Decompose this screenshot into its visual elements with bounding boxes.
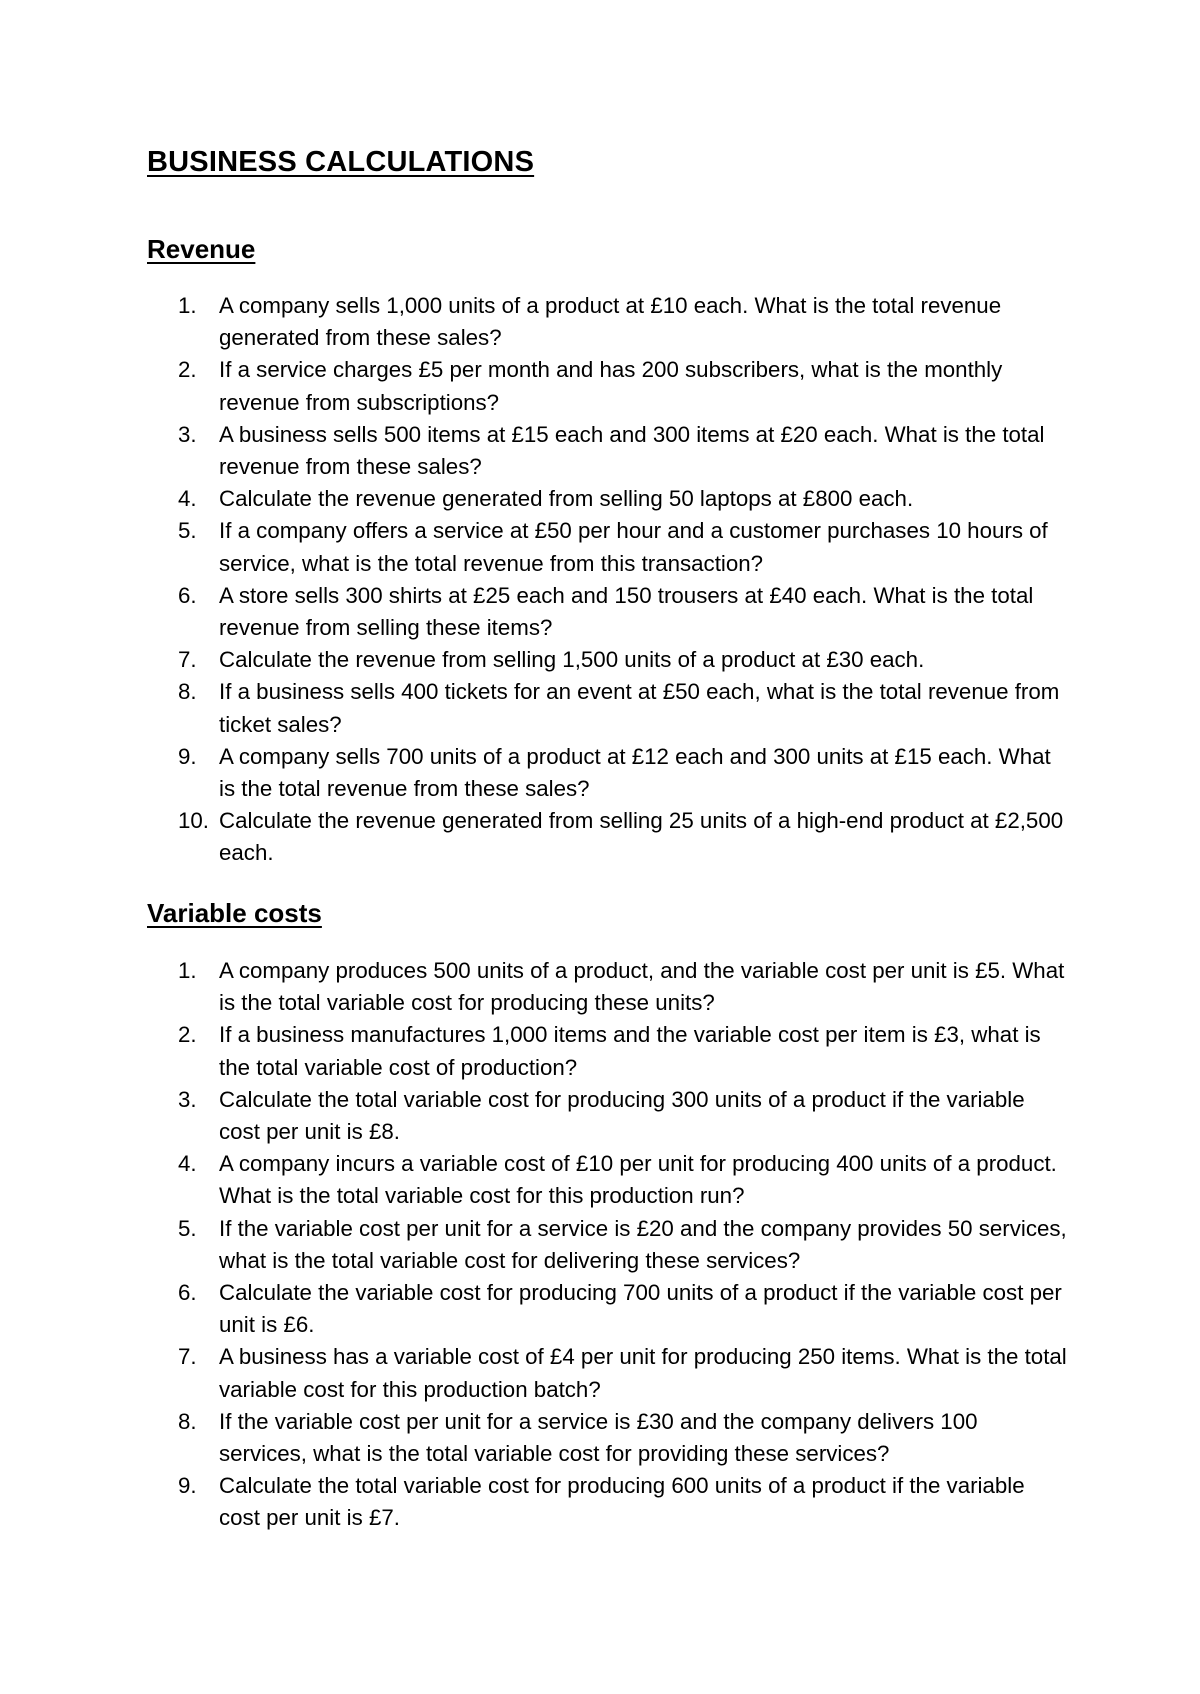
question-text: Calculate the total variable cost for producing 300 units of a product if the variable cost per unit is £8. <box>219 1086 1025 1145</box>
document-title: BUSINESS CALCULATIONS <box>147 146 535 178</box>
question-number: 4. <box>178 486 197 512</box>
question-number: 3. <box>178 1086 197 1112</box>
question-item <box>0 1277 1069 1341</box>
question-text: Calculate the revenue from selling 1,500 units of a product at £30 each. <box>219 647 925 673</box>
variable-costs-question-list <box>0 955 1069 1535</box>
question-text: A company sells 700 units of a product at £12 each and 300 units at £15 each. What is the total revenue from these sales? <box>219 743 1051 802</box>
question-item <box>0 1084 1069 1148</box>
question-number: 6. <box>178 1280 197 1306</box>
question-item <box>0 1019 1069 1083</box>
question-text: If a business sells 400 tickets for an event at £50 each, what is the total revenue from ticket sales? <box>219 679 1060 737</box>
question-item <box>0 1341 1069 1405</box>
question-number: 5. <box>178 518 197 544</box>
question-text: If a service charges £5 per month and has 200 subscribers, what is the monthly revenue from subscriptions? <box>219 357 1003 415</box>
question-number: 4. <box>178 1151 197 1177</box>
question-text: If the variable cost per unit for a service is £30 and the company delivers 100 services, what is the total variable cost for providing these services? <box>219 1408 978 1467</box>
question-number: 6. <box>178 582 197 608</box>
question-number: 7. <box>178 647 197 673</box>
question-text: If the variable cost per unit for a service is £20 and the company provides 50 services, what is the total variable cost for delivering these services? <box>219 1215 1067 1273</box>
question-item <box>0 354 1069 418</box>
section-heading-revenue: Revenue <box>147 234 256 264</box>
question-item <box>0 419 1069 483</box>
question-item <box>0 955 1069 1019</box>
question-text: A company incurs a variable cost of £10 per unit for producing 400 units of a product. What is the total variable cost for this production run? <box>219 1151 1057 1209</box>
question-text: A company sells 1,000 units of a product at £10 each. What is the total revenue generated from these sales? <box>219 293 1002 351</box>
question-text: A store sells 300 shirts at £25 each and 150 trousers at £40 each. What is the total revenue from selling these items? <box>219 582 1034 641</box>
section-heading-variable-costs: Variable costs <box>147 898 322 928</box>
question-text: A business sells 500 items at £15 each and 300 items at £20 each. What is the total revenue from these sales? <box>219 421 1045 480</box>
question-text: Calculate the total variable cost for producing 600 units of a product if the variable cost per unit is £7. <box>219 1473 1025 1531</box>
revenue-question-list <box>0 290 1069 870</box>
question-item <box>0 741 1069 805</box>
question-item <box>0 1148 1069 1212</box>
question-number: 9. <box>178 1473 197 1499</box>
question-item <box>0 644 1069 676</box>
question-text: Calculate the revenue generated from selling 50 laptops at £800 each. <box>219 486 914 512</box>
question-item <box>0 676 1069 740</box>
question-item <box>0 290 1069 354</box>
question-number: 10. <box>178 808 209 834</box>
question-text: If a company offers a service at £50 per hour and a customer purchases 10 hours of service, what is the total revenue from this transaction? <box>219 518 1048 576</box>
question-number: 9. <box>178 743 197 769</box>
question-text: If a business manufactures 1,000 items and the variable cost per item is £3, what is the total variable cost of production? <box>219 1022 1041 1080</box>
question-number: 7. <box>178 1344 197 1370</box>
question-text: A business has a variable cost of £4 per unit for producing 250 items. What is the total variable cost for this production batch? <box>219 1344 1067 1402</box>
question-number: 1. <box>178 958 197 983</box>
question-number: 2. <box>178 1022 197 1048</box>
question-item <box>0 580 1069 644</box>
question-number: 8. <box>178 679 197 705</box>
question-item <box>0 483 1069 515</box>
question-number: 2. <box>178 357 197 383</box>
question-number: 8. <box>178 1408 197 1434</box>
question-item <box>0 805 1069 869</box>
question-number: 1. <box>178 293 197 318</box>
question-item <box>0 1470 1069 1534</box>
question-text: Calculate the revenue generated from selling 25 units of a high-end product at £2,500 each. <box>219 808 1064 866</box>
question-text: A company produces 500 units of a product, and the variable cost per unit is £5. What is the total variable cost for producing these units? <box>219 958 1065 1016</box>
question-item <box>0 1213 1069 1277</box>
question-number: 5. <box>178 1215 197 1241</box>
question-number: 3. <box>178 421 197 447</box>
question-item <box>0 515 1069 579</box>
question-item <box>0 1406 1069 1470</box>
question-text: Calculate the variable cost for producing 700 units of a product if the variable cost per unit is £6. <box>219 1280 1062 1338</box>
